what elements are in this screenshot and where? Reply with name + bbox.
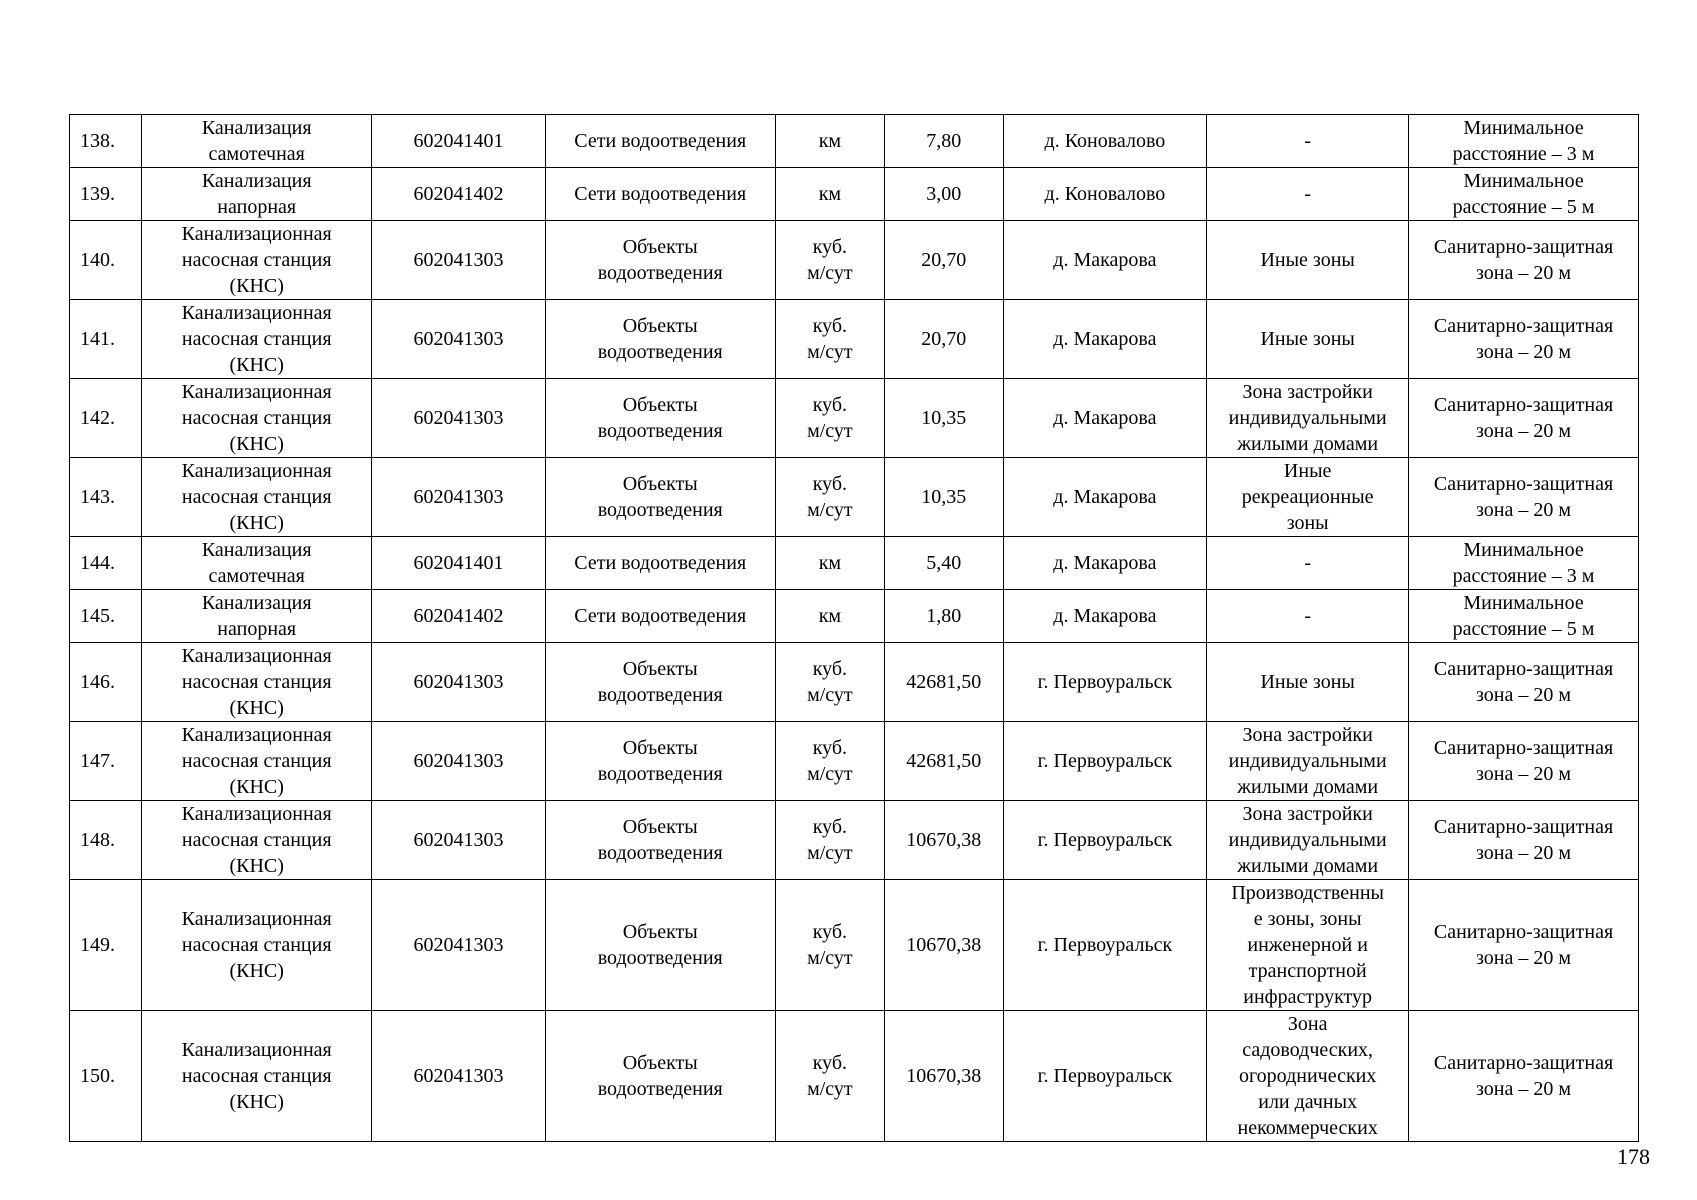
functional-zone-cell: Иные зоны (1207, 221, 1409, 300)
table-row (70, 643, 1639, 722)
restriction-zone-cell: Минимальное расстояние – 3 м (1409, 537, 1639, 590)
object-type-cell: Сети водоотведения (545, 537, 775, 590)
functional-zone-cell: Зона садоводческих, огороднических или дачных некоммерческих (1207, 1011, 1409, 1142)
table-row (70, 379, 1639, 458)
restriction-zone-cell: Санитарно-защитная зона – 20 м (1409, 643, 1639, 722)
unit-cell: куб. м/сут (775, 300, 884, 379)
restriction-zone-cell: Санитарно-защитная зона – 20 м (1409, 1011, 1639, 1142)
object-code-cell: 602041303 (372, 300, 546, 379)
unit-cell: км (775, 168, 884, 221)
restriction-zone-cell: Санитарно-защитная зона – 20 м (1409, 221, 1639, 300)
row-number-cell: 145. (70, 590, 142, 643)
functional-zone-cell: Иные зоны (1207, 643, 1409, 722)
location-cell: д. Коновалово (1003, 168, 1207, 221)
capacity-value-cell: 10,35 (885, 458, 1003, 537)
capacity-value-cell: 20,70 (885, 300, 1003, 379)
functional-zone-cell: - (1207, 168, 1409, 221)
location-cell: г. Первоуральск (1003, 880, 1207, 1011)
location-cell: д. Макарова (1003, 221, 1207, 300)
capacity-value-cell: 10670,38 (885, 880, 1003, 1011)
location-cell: г. Первоуральск (1003, 1011, 1207, 1142)
object-code-cell: 602041303 (372, 880, 546, 1011)
location-cell: д. Макарова (1003, 537, 1207, 590)
functional-zone-cell: Зона застройки индивидуальными жилыми домами (1207, 801, 1409, 880)
restriction-zone-cell: Санитарно-защитная зона – 20 м (1409, 300, 1639, 379)
unit-cell: км (775, 537, 884, 590)
row-number-cell: 140. (70, 221, 142, 300)
object-name-cell: Канализационная насосная станция (КНС) (142, 801, 372, 880)
object-name-cell: Канализационная насосная станция (КНС) (142, 1011, 372, 1142)
object-code-cell: 602041401 (372, 115, 546, 168)
unit-cell: куб. м/сут (775, 458, 884, 537)
functional-zone-cell: - (1207, 590, 1409, 643)
row-number-cell: 147. (70, 722, 142, 801)
table-row (70, 880, 1639, 1011)
table-body (70, 115, 1639, 1142)
functional-zone-cell: Производственны е зоны, зоны инженерной и транспортной инфраструктур (1207, 880, 1409, 1011)
object-code-cell: 602041303 (372, 221, 546, 300)
unit-cell: куб. м/сут (775, 643, 884, 722)
unit-cell: куб. м/сут (775, 221, 884, 300)
row-number-cell: 149. (70, 880, 142, 1011)
capacity-value-cell: 42681,50 (885, 643, 1003, 722)
capacity-value-cell: 10,35 (885, 379, 1003, 458)
unit-cell: куб. м/сут (775, 379, 884, 458)
object-name-cell: Канализация напорная (142, 590, 372, 643)
functional-zone-cell: Зона застройки индивидуальными жилыми домами (1207, 379, 1409, 458)
unit-cell: км (775, 590, 884, 643)
location-cell: д. Макарова (1003, 590, 1207, 643)
object-name-cell: Канализационная насосная станция (КНС) (142, 458, 372, 537)
object-name-cell: Канализационная насосная станция (КНС) (142, 880, 372, 1011)
unit-cell: км (775, 115, 884, 168)
object-code-cell: 602041401 (372, 537, 546, 590)
location-cell: д. Макарова (1003, 379, 1207, 458)
object-type-cell: Объекты водоотведения (545, 379, 775, 458)
functional-zone-cell: Зона застройки индивидуальными жилыми домами (1207, 722, 1409, 801)
row-number-cell: 148. (70, 801, 142, 880)
location-cell: г. Первоуральск (1003, 801, 1207, 880)
location-cell: г. Первоуральск (1003, 643, 1207, 722)
table-row (70, 537, 1639, 590)
location-cell: д. Коновалово (1003, 115, 1207, 168)
table-row (70, 221, 1639, 300)
restriction-zone-cell: Санитарно-защитная зона – 20 м (1409, 801, 1639, 880)
object-name-cell: Канализационная насосная станция (КНС) (142, 221, 372, 300)
table-row (70, 168, 1639, 221)
capacity-value-cell: 10670,38 (885, 801, 1003, 880)
object-type-cell: Объекты водоотведения (545, 643, 775, 722)
restriction-zone-cell: Минимальное расстояние – 3 м (1409, 115, 1639, 168)
object-code-cell: 602041402 (372, 168, 546, 221)
row-number-cell: 150. (70, 1011, 142, 1142)
capacity-value-cell: 7,80 (885, 115, 1003, 168)
location-cell: д. Макарова (1003, 458, 1207, 537)
unit-cell: куб. м/сут (775, 1011, 884, 1142)
table-row (70, 458, 1639, 537)
row-number-cell: 141. (70, 300, 142, 379)
object-type-cell: Объекты водоотведения (545, 1011, 775, 1142)
unit-cell: куб. м/сут (775, 880, 884, 1011)
row-number-cell: 146. (70, 643, 142, 722)
location-cell: д. Макарова (1003, 300, 1207, 379)
object-name-cell: Канализационная насосная станция (КНС) (142, 300, 372, 379)
location-cell: г. Первоуральск (1003, 722, 1207, 801)
object-type-cell: Сети водоотведения (545, 168, 775, 221)
row-number-cell: 138. (70, 115, 142, 168)
capacity-value-cell: 20,70 (885, 221, 1003, 300)
object-type-cell: Сети водоотведения (545, 115, 775, 168)
restriction-zone-cell: Минимальное расстояние – 5 м (1409, 590, 1639, 643)
table-row (70, 115, 1639, 168)
unit-cell: куб. м/сут (775, 801, 884, 880)
table-row (70, 1011, 1639, 1142)
functional-zone-cell: Иные рекреационные зоны (1207, 458, 1409, 537)
object-code-cell: 602041303 (372, 379, 546, 458)
table-row (70, 722, 1639, 801)
object-type-cell: Объекты водоотведения (545, 722, 775, 801)
object-code-cell: 602041303 (372, 458, 546, 537)
table-row (70, 801, 1639, 880)
object-type-cell: Объекты водоотведения (545, 300, 775, 379)
object-type-cell: Объекты водоотведения (545, 801, 775, 880)
page-number: 178 (1617, 1144, 1650, 1169)
restriction-zone-cell: Санитарно-защитная зона – 20 м (1409, 722, 1639, 801)
capacity-value-cell: 3,00 (885, 168, 1003, 221)
row-number-cell: 139. (70, 168, 142, 221)
objects-table (69, 114, 1639, 1142)
table-row (70, 300, 1639, 379)
object-code-cell: 602041402 (372, 590, 546, 643)
object-code-cell: 602041303 (372, 722, 546, 801)
functional-zone-cell: - (1207, 115, 1409, 168)
object-name-cell: Канализация самотечная (142, 537, 372, 590)
restriction-zone-cell: Санитарно-защитная зона – 20 м (1409, 880, 1639, 1011)
object-name-cell: Канализационная насосная станция (КНС) (142, 643, 372, 722)
object-name-cell: Канализационная насосная станция (КНС) (142, 379, 372, 458)
object-type-cell: Сети водоотведения (545, 590, 775, 643)
restriction-zone-cell: Минимальное расстояние – 5 м (1409, 168, 1639, 221)
object-code-cell: 602041303 (372, 643, 546, 722)
object-name-cell: Канализационная насосная станция (КНС) (142, 722, 372, 801)
capacity-value-cell: 5,40 (885, 537, 1003, 590)
table-row (70, 590, 1639, 643)
functional-zone-cell: - (1207, 537, 1409, 590)
restriction-zone-cell: Санитарно-защитная зона – 20 м (1409, 458, 1639, 537)
functional-zone-cell: Иные зоны (1207, 300, 1409, 379)
object-name-cell: Канализация самотечная (142, 115, 372, 168)
object-code-cell: 602041303 (372, 1011, 546, 1142)
capacity-value-cell: 10670,38 (885, 1011, 1003, 1142)
capacity-value-cell: 1,80 (885, 590, 1003, 643)
row-number-cell: 144. (70, 537, 142, 590)
unit-cell: куб. м/сут (775, 722, 884, 801)
capacity-value-cell: 42681,50 (885, 722, 1003, 801)
restriction-zone-cell: Санитарно-защитная зона – 20 м (1409, 379, 1639, 458)
row-number-cell: 143. (70, 458, 142, 537)
object-type-cell: Объекты водоотведения (545, 880, 775, 1011)
object-name-cell: Канализация напорная (142, 168, 372, 221)
object-code-cell: 602041303 (372, 801, 546, 880)
object-type-cell: Объекты водоотведения (545, 221, 775, 300)
object-type-cell: Объекты водоотведения (545, 458, 775, 537)
row-number-cell: 142. (70, 379, 142, 458)
